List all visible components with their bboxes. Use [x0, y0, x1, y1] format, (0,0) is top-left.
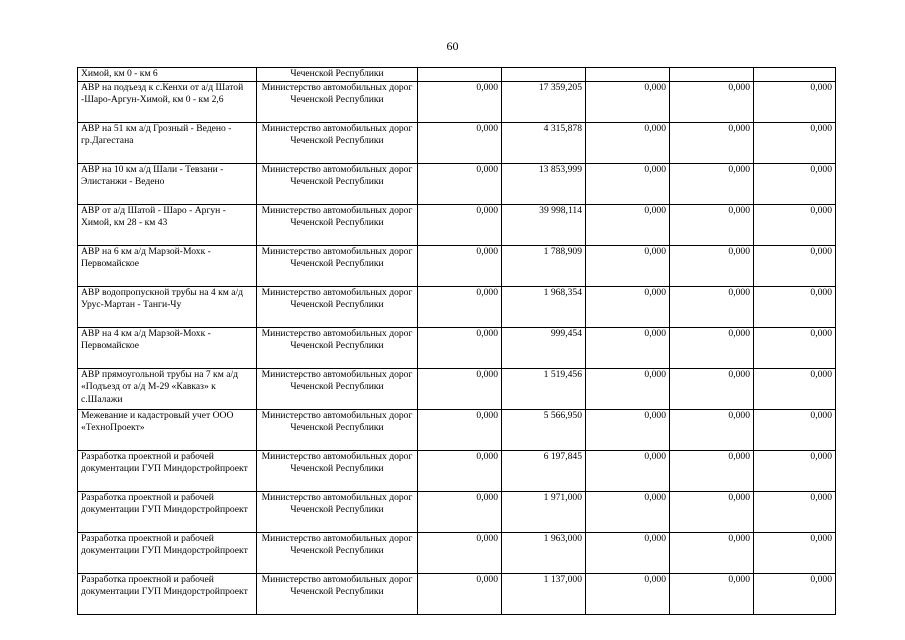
amount-cell: 0,000: [418, 369, 502, 410]
executor-cell: Министерство автомобильных дорог Чеченской Республики: [257, 451, 418, 492]
executor-cell: Министерство автомобильных дорог Чеченской Республики: [257, 287, 418, 328]
object-name-cell: АВР на подъезд к с.Кенхи от а/д Шатой -Шаро-Аргун-Химой, км 0 - км 2,6: [78, 82, 257, 123]
object-name-cell: АВР на 51 км а/д Грозный - Ведено - гр.Дагестана: [78, 123, 257, 164]
table-row: [78, 287, 836, 328]
amount-cell: 0,000: [670, 533, 754, 574]
amount-cell: 1 968,354: [502, 287, 586, 328]
amount-cell: 0,000: [586, 287, 670, 328]
amount-cell: 0,000: [754, 369, 836, 410]
amount-cell: 0,000: [418, 533, 502, 574]
table-row: [78, 574, 836, 615]
amount-cell: 0,000: [670, 82, 754, 123]
page-number: 60: [446, 39, 459, 53]
amount-cell: [754, 68, 836, 82]
amount-cell: 0,000: [670, 287, 754, 328]
amount-cell: 0,000: [586, 574, 670, 615]
amount-cell: 0,000: [586, 369, 670, 410]
executor-cell: Чеченской Республики: [257, 68, 418, 82]
amount-cell: 0,000: [670, 246, 754, 287]
amount-cell: 6 197,845: [502, 451, 586, 492]
amount-cell: 1 788,909: [502, 246, 586, 287]
amount-cell: 0,000: [418, 574, 502, 615]
amount-cell: 0,000: [670, 574, 754, 615]
amount-cell: 0,000: [754, 246, 836, 287]
amount-cell: 0,000: [754, 287, 836, 328]
executor-cell: Министерство автомобильных дорог Чеченской Республики: [257, 328, 418, 369]
amount-cell: 0,000: [586, 82, 670, 123]
amount-cell: 0,000: [586, 123, 670, 164]
table-row: [78, 246, 836, 287]
amount-cell: 0,000: [586, 410, 670, 451]
object-name-cell: Межевание и кадастровый учет ООО «ТехноПроект»: [78, 410, 257, 451]
amount-cell: 0,000: [754, 82, 836, 123]
amount-cell: 1 971,000: [502, 492, 586, 533]
amount-cell: 17 359,205: [502, 82, 586, 123]
executor-cell: Министерство автомобильных дорог Чеченской Республики: [257, 492, 418, 533]
executor-cell: Министерство автомобильных дорог Чеченской Республики: [257, 246, 418, 287]
amount-cell: 0,000: [418, 123, 502, 164]
table-row: [78, 369, 836, 410]
amount-cell: 0,000: [586, 205, 670, 246]
object-name-cell: АВР от а/д Шатой - Шаро - Аргун - Химой, км 28 - км 43: [78, 205, 257, 246]
amount-cell: 0,000: [418, 328, 502, 369]
amount-cell: 0,000: [418, 205, 502, 246]
amount-cell: [670, 68, 754, 82]
amount-cell: 0,000: [418, 246, 502, 287]
executor-cell: Министерство автомобильных дорог Чеченской Республики: [257, 123, 418, 164]
amount-cell: 0,000: [418, 451, 502, 492]
object-name-cell: АВР прямоугольной трубы на 7 км а/д «Подъезд от а/д М-29 «Кавказ» к с.Шалажи: [78, 369, 257, 410]
amount-cell: 0,000: [754, 574, 836, 615]
amount-cell: [418, 68, 502, 82]
amount-cell: 1 137,000: [502, 574, 586, 615]
amount-cell: 4 315,878: [502, 123, 586, 164]
object-name-cell: АВР на 4 км а/д Марзой-Мохк - Первомайское: [78, 328, 257, 369]
table-row: [78, 410, 836, 451]
amount-cell: 0,000: [754, 451, 836, 492]
object-name-cell: АВР на 6 км а/д Марзой-Мохк - Первомайское: [78, 246, 257, 287]
amount-cell: 1 963,000: [502, 533, 586, 574]
amount-cell: 0,000: [418, 287, 502, 328]
object-name-cell: Разработка проектной и рабочей документации ГУП Миндорстройпроект: [78, 492, 257, 533]
executor-cell: Министерство автомобильных дорог Чеченской Республики: [257, 164, 418, 205]
executor-cell: Министерство автомобильных дорог Чеченской Республики: [257, 82, 418, 123]
amount-cell: 0,000: [586, 492, 670, 533]
amount-cell: 0,000: [754, 123, 836, 164]
executor-cell: Министерство автомобильных дорог Чеченской Республики: [257, 369, 418, 410]
object-name-cell: Разработка проектной и рабочей документации ГУП Миндорстройпроект: [78, 451, 257, 492]
amount-cell: 39 998,114: [502, 205, 586, 246]
amount-cell: 0,000: [754, 533, 836, 574]
amount-cell: 1 519,456: [502, 369, 586, 410]
table-body: [78, 68, 836, 615]
executor-cell: Министерство автомобильных дорог Чеченской Республики: [257, 205, 418, 246]
amount-cell: 0,000: [754, 164, 836, 205]
table-row: [78, 492, 836, 533]
amount-cell: [586, 68, 670, 82]
amount-cell: 0,000: [586, 328, 670, 369]
table-row: [78, 205, 836, 246]
object-name-cell: Разработка проектной и рабочей документации ГУП Миндорстройпроект: [78, 533, 257, 574]
amount-cell: 0,000: [670, 164, 754, 205]
amount-cell: 0,000: [586, 164, 670, 205]
amount-cell: [502, 68, 586, 82]
amount-cell: 0,000: [754, 328, 836, 369]
amount-cell: 0,000: [418, 492, 502, 533]
executor-cell: Министерство автомобильных дорог Чеченской Республики: [257, 410, 418, 451]
amount-cell: 0,000: [754, 205, 836, 246]
amount-cell: 0,000: [670, 205, 754, 246]
object-name-cell: АВР водопропускной трубы на 4 км а/д Урус-Мартан - Танги-Чу: [78, 287, 257, 328]
amount-cell: 0,000: [586, 533, 670, 574]
table-row: [78, 164, 836, 205]
table-row: [78, 533, 836, 574]
amount-cell: 0,000: [586, 246, 670, 287]
budget-table: [77, 67, 836, 615]
amount-cell: 0,000: [670, 492, 754, 533]
amount-cell: 0,000: [586, 451, 670, 492]
amount-cell: 0,000: [754, 492, 836, 533]
table-row: [78, 451, 836, 492]
table-row: [78, 82, 836, 123]
amount-cell: 0,000: [418, 410, 502, 451]
amount-cell: 5 566,950: [502, 410, 586, 451]
amount-cell: 0,000: [754, 410, 836, 451]
table-row: [78, 328, 836, 369]
object-name-cell: АВР на 10 км а/д Шали - Тевзани - Элистанжи - Ведено: [78, 164, 257, 205]
amount-cell: 999,454: [502, 328, 586, 369]
amount-cell: 0,000: [670, 328, 754, 369]
amount-cell: 0,000: [670, 123, 754, 164]
table-row: [78, 123, 836, 164]
amount-cell: 0,000: [670, 369, 754, 410]
object-name-cell: Разработка проектной и рабочей документации ГУП Миндорстройпроект: [78, 574, 257, 615]
executor-cell: Министерство автомобильных дорог Чеченской Республики: [257, 574, 418, 615]
amount-cell: 0,000: [418, 82, 502, 123]
object-name-cell: Химой, км 0 - км 6: [78, 68, 257, 82]
executor-cell: Министерство автомобильных дорог Чеченской Республики: [257, 533, 418, 574]
amount-cell: 0,000: [670, 451, 754, 492]
amount-cell: 0,000: [670, 410, 754, 451]
table-row: [78, 68, 836, 82]
amount-cell: 13 853,999: [502, 164, 586, 205]
amount-cell: 0,000: [418, 164, 502, 205]
